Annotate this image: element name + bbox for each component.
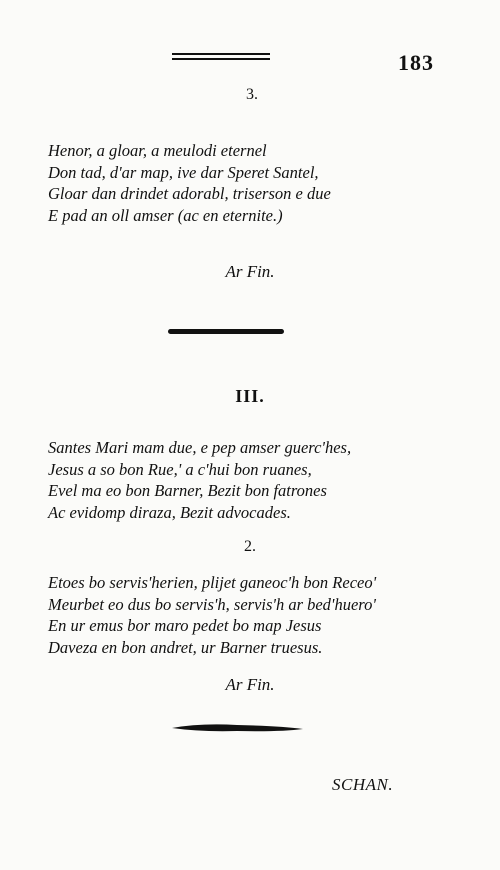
verse-line: Jesus a so bon Rue,' a c'hui bon ruanes,	[48, 459, 312, 479]
signature: SCHAN.	[332, 775, 394, 794]
verse-line: Santes Mari mam due, e pep amser guerc'hes,	[48, 438, 352, 457]
stanza-verse	[48, 437, 351, 523]
verse-line: Don tad, d'ar map, ive dar Speret Santel,	[48, 162, 319, 182]
section-divider	[168, 329, 284, 334]
verse-line: Daveza en bon andret, ur Barner truesus.	[48, 637, 323, 657]
header-rule-bottom	[172, 58, 270, 60]
end-divider-stroke	[172, 724, 303, 731]
verse-line: Henor, a gloar, a meulodi eternel	[48, 141, 267, 160]
section-heading: III.	[235, 386, 265, 406]
header-rule-top	[172, 53, 270, 55]
ar-fin: Ar Fin.	[225, 675, 275, 694]
verse-line: En ur emus bor maro pedet bo map Jesus	[48, 616, 322, 635]
stanza-verse	[48, 140, 331, 226]
verse-line: Gloar dan drindet adorabl, triserson e due	[48, 184, 331, 203]
stanza-verse	[48, 572, 376, 658]
stanza-number: 2.	[244, 538, 256, 555]
verse-line: Ac evidomp diraza, Bezit advocades.	[48, 502, 291, 522]
stanza-number: 3.	[246, 86, 258, 103]
verse-line: E pad an oll amser (ac en eternite.)	[48, 205, 283, 225]
verse-line: Etoes bo servis'herien, plijet ganeoc'h bon Receo'	[48, 573, 377, 592]
end-divider	[170, 722, 305, 734]
verse-line: Evel ma eo bon Barner, Bezit bon fatrones	[48, 481, 327, 500]
verse-line: Meurbet eo dus bo servis'h, servis'h ar bed'huero'	[48, 594, 376, 614]
ar-fin: Ar Fin.	[225, 262, 275, 281]
page-number: 183	[398, 50, 434, 75]
